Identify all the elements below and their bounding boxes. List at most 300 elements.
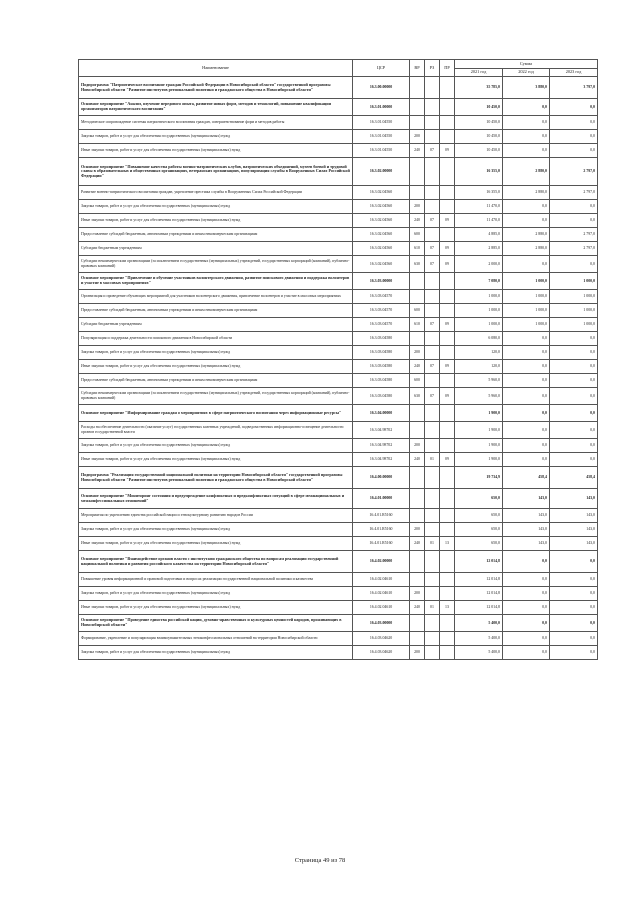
row-sum-2021: 11 470,0 [455, 214, 503, 228]
row-vr: 200 [410, 523, 425, 537]
row-sum-2023: 0,0 [550, 374, 598, 388]
row-csr: 16.3.03.04570 [353, 290, 410, 304]
row-vr: 200 [410, 346, 425, 360]
row-csr: 16.3.03.04580 [353, 374, 410, 388]
table-row [79, 256, 598, 273]
row-vr: 240 [410, 360, 425, 374]
row-sum-2022: 1 000,0 [503, 318, 550, 332]
row-sum-2023: 0,0 [550, 214, 598, 228]
row-name: Иные закупки товаров, работ и услуг для обеспечения государственных (муниципальных) нужд [79, 214, 353, 228]
row-rz [425, 405, 440, 422]
row-pr: 09 [440, 453, 455, 467]
table-row [79, 573, 598, 587]
row-sum-2023: 0,0 [550, 144, 598, 158]
row-rz: 07 [425, 214, 440, 228]
row-sum-2023: 0,0 [550, 601, 598, 615]
row-name: Подпрограмма "Патриотическое воспитание граждан Российской Федерации в Новосибирской области" государственной программы Новосибирской области "Развитие институтов региональной политики и гражданского общества в Новосибирской области" [79, 77, 353, 99]
row-vr: 600 [410, 304, 425, 318]
row-sum-2021: 5 400,0 [455, 632, 503, 646]
table-row [79, 422, 598, 439]
row-sum-2022: 0,0 [503, 646, 550, 660]
row-vr [410, 116, 425, 130]
row-pr [440, 615, 455, 632]
row-rz [425, 158, 440, 186]
row-sum-2023: 0,0 [550, 439, 598, 453]
row-sum-2021: 10 450,0 [455, 116, 503, 130]
row-csr: 16.3.02.04560 [353, 200, 410, 214]
table-row [79, 200, 598, 214]
row-rz [425, 523, 440, 537]
row-sum-2022: 1 000,0 [503, 290, 550, 304]
row-sum-2021: 10 450,0 [455, 130, 503, 144]
row-sum-2022: 0,0 [503, 116, 550, 130]
row-csr: 16.3.01.00000 [353, 99, 410, 116]
row-csr: 16.3.03.04580 [353, 360, 410, 374]
row-csr: 16.4.01.R5160 [353, 537, 410, 551]
row-pr [440, 332, 455, 346]
row-sum-2021: 12 014,8 [455, 573, 503, 587]
row-name: Организация и проведение обучающих мероприятий для участников волонтерского движения, привлечение волонтеров и участие в массовых мероприятиях [79, 290, 353, 304]
row-rz [425, 489, 440, 509]
row-sum-2022: 0,0 [503, 332, 550, 346]
row-sum-2022: 0,0 [503, 200, 550, 214]
row-name: Предоставление субсидий бюджетным, автономным учреждениям и иным некоммерческим организациям [79, 374, 353, 388]
table-row [79, 646, 598, 660]
row-rz [425, 116, 440, 130]
table-row [79, 489, 598, 509]
row-sum-2021: 1 000,0 [455, 304, 503, 318]
header-year-2022: 2022 год [503, 69, 550, 77]
row-name: Закупка товаров, работ и услуг для обеспечения государственных (муниципальных) нужд [79, 523, 353, 537]
row-pr [440, 405, 455, 422]
row-sum-2021: 6 080,0 [455, 332, 503, 346]
row-name: Основное мероприятие "Мониторинг состояния и предупреждение конфликтных и предконфликтных ситуаций в сфере межнациональных и межконфессиональных отношений" [79, 489, 353, 509]
row-sum-2021: 10 450,0 [455, 144, 503, 158]
table-row [79, 467, 598, 489]
header-rz: РЗ [425, 60, 440, 77]
table-row [79, 439, 598, 453]
row-csr: 16.3.02.00000 [353, 158, 410, 186]
row-sum-2021: 120,0 [455, 346, 503, 360]
table-row [79, 523, 598, 537]
row-vr [410, 405, 425, 422]
row-sum-2023: 0,0 [550, 256, 598, 273]
table-row [79, 130, 598, 144]
row-csr: 16.3.02.04560 [353, 228, 410, 242]
row-sum-2022: 0,0 [503, 573, 550, 587]
row-sum-2022: 0,0 [503, 99, 550, 116]
row-pr [440, 116, 455, 130]
row-pr [440, 509, 455, 523]
row-vr: 240 [410, 214, 425, 228]
row-name: Иные закупки товаров, работ и услуг для обеспечения государственных (муниципальных) нужд [79, 537, 353, 551]
row-pr [440, 646, 455, 660]
row-sum-2022: 143,0 [503, 489, 550, 509]
row-sum-2021: 1 900,0 [455, 453, 503, 467]
row-sum-2023: 3 797,0 [550, 77, 598, 99]
row-rz [425, 200, 440, 214]
row-csr: 16.4.03.04620 [353, 632, 410, 646]
row-sum-2023: 0,0 [550, 615, 598, 632]
row-csr: 16.3.02.04560 [353, 242, 410, 256]
row-sum-2021: 16 355,0 [455, 158, 503, 186]
row-vr [410, 615, 425, 632]
row-vr [410, 551, 425, 573]
row-name: Популяризация и поддержка деятельности поискового движения в Новосибирской области [79, 332, 353, 346]
row-csr: 16.3.02.04560 [353, 256, 410, 273]
row-sum-2021: 35 785,0 [455, 77, 503, 99]
row-sum-2023: 0,0 [550, 422, 598, 439]
row-csr: 16.3.04.00000 [353, 405, 410, 422]
row-vr [410, 573, 425, 587]
row-sum-2023: 2 797,0 [550, 228, 598, 242]
row-vr [410, 158, 425, 186]
row-csr: 16.3.00.00000 [353, 77, 410, 99]
row-pr: 09 [440, 256, 455, 273]
row-sum-2023: 0,0 [550, 587, 598, 601]
row-name: Формирование, укрепление и популяризация взаимоуважительных этноконфессиональных отношений на территории Новосибирской области [79, 632, 353, 646]
row-sum-2021: 5 960,0 [455, 374, 503, 388]
row-sum-2022: 0,0 [503, 422, 550, 439]
row-name: Субсидии бюджетным учреждениям [79, 318, 353, 332]
row-vr [410, 632, 425, 646]
row-sum-2021: 12 014,8 [455, 601, 503, 615]
row-name: Субсидии бюджетным учреждениям [79, 242, 353, 256]
budget-table-page [78, 59, 597, 660]
row-pr: 13 [440, 601, 455, 615]
row-sum-2022: 0,0 [503, 346, 550, 360]
row-csr: 16.4.00.00000 [353, 467, 410, 489]
row-vr [410, 186, 425, 200]
row-sum-2023: 1 000,0 [550, 304, 598, 318]
row-sum-2021: 5 960,0 [455, 388, 503, 405]
row-vr [410, 290, 425, 304]
row-csr: 16.3.03.04570 [353, 304, 410, 318]
row-rz: 07 [425, 388, 440, 405]
table-row [79, 186, 598, 200]
row-rz [425, 374, 440, 388]
table-row [79, 242, 598, 256]
table-row [79, 405, 598, 422]
row-rz: 01 [425, 537, 440, 551]
table-row [79, 374, 598, 388]
row-sum-2022: 2 880,0 [503, 242, 550, 256]
row-pr [440, 186, 455, 200]
row-rz: 01 [425, 601, 440, 615]
row-vr: 200 [410, 439, 425, 453]
row-sum-2022: 0,0 [503, 615, 550, 632]
row-rz [425, 509, 440, 523]
row-sum-2023: 0,0 [550, 99, 598, 116]
row-name: Субсидии некоммерческим организациям (за исключением государственных (муниципальных) учреждений, государственных корпораций (компаний), публично-правовых компаний) [79, 256, 353, 273]
row-sum-2022: 0,0 [503, 405, 550, 422]
row-name: Иные закупки товаров, работ и услуг для обеспечения государственных (муниципальных) нужд [79, 453, 353, 467]
table-row [79, 144, 598, 158]
row-rz [425, 332, 440, 346]
row-csr: 16.3.04.98702 [353, 453, 410, 467]
row-vr [410, 489, 425, 509]
row-sum-2022: 143,0 [503, 537, 550, 551]
table-row [79, 318, 598, 332]
row-sum-2022: 0,0 [503, 360, 550, 374]
row-name: Предоставление субсидий бюджетным, автономным учреждениям и иным некоммерческим организациям [79, 228, 353, 242]
row-sum-2021: 650,0 [455, 537, 503, 551]
row-sum-2021: 650,0 [455, 509, 503, 523]
page-number: Страница 49 из 78 [294, 857, 346, 864]
row-vr: 610 [410, 318, 425, 332]
row-vr: 240 [410, 144, 425, 158]
row-sum-2023: 2 797,0 [550, 242, 598, 256]
row-rz: 01 [425, 453, 440, 467]
row-rz [425, 228, 440, 242]
row-sum-2023: 0,0 [550, 453, 598, 467]
row-sum-2023: 0,0 [550, 116, 598, 130]
row-name: Повышение уровня информационной и правовой подготовки и вопросах реализации государственной национальной политики и казачества [79, 573, 353, 587]
row-sum-2021: 1 000,0 [455, 318, 503, 332]
row-vr: 600 [410, 374, 425, 388]
row-sum-2023: 0,0 [550, 360, 598, 374]
table-row [79, 158, 598, 186]
row-sum-2021: 650,0 [455, 489, 503, 509]
row-csr: 16.4.01.R5160 [353, 509, 410, 523]
row-sum-2022: 0,0 [503, 632, 550, 646]
row-sum-2022: 0,0 [503, 144, 550, 158]
row-name: Иные закупки товаров, работ и услуг для обеспечения государственных (муниципальных) нужд [79, 601, 353, 615]
row-csr: 16.4.01.R5160 [353, 523, 410, 537]
row-sum-2022: 0,0 [503, 439, 550, 453]
row-sum-2022: 1 000,0 [503, 273, 550, 290]
row-sum-2021: 2 885,0 [455, 242, 503, 256]
row-vr: 240 [410, 453, 425, 467]
row-pr [440, 200, 455, 214]
row-sum-2023: 0,0 [550, 646, 598, 660]
row-pr [440, 346, 455, 360]
row-sum-2023: 0,0 [550, 200, 598, 214]
row-sum-2022: 0,0 [503, 130, 550, 144]
table-row [79, 77, 598, 99]
row-sum-2022: 3 880,0 [503, 77, 550, 99]
row-rz [425, 77, 440, 99]
row-pr [440, 228, 455, 242]
row-csr: 16.3.02.04560 [353, 214, 410, 228]
row-sum-2022: 143,0 [503, 523, 550, 537]
row-sum-2022: 1 000,0 [503, 304, 550, 318]
row-rz [425, 290, 440, 304]
row-pr [440, 439, 455, 453]
row-rz [425, 467, 440, 489]
row-sum-2023: 2 797,0 [550, 158, 598, 186]
row-sum-2021: 120,0 [455, 360, 503, 374]
row-vr: 200 [410, 130, 425, 144]
row-pr [440, 374, 455, 388]
row-vr [410, 77, 425, 99]
row-rz [425, 186, 440, 200]
row-name: Основное мероприятие "Привлечение и обучение участников волонтерского движения, развитие поискового движения и поддержка волонтеров и участие в массовых мероприятиях" [79, 273, 353, 290]
row-sum-2021: 1 000,0 [455, 290, 503, 304]
row-csr: 16.3.04.98702 [353, 439, 410, 453]
row-name: Мероприятия по укреплению единства российской нации и этнокультурному развитию народов России [79, 509, 353, 523]
row-vr: 200 [410, 587, 425, 601]
table-row [79, 551, 598, 573]
row-sum-2022: 0,0 [503, 256, 550, 273]
row-rz [425, 587, 440, 601]
table-row [79, 537, 598, 551]
row-rz: 07 [425, 318, 440, 332]
row-name: Основное мероприятие "Анализ, изучение передового опыта, развитие новых форм, методов и технологий, повышение квалификации организаторов патриотического воспитания" [79, 99, 353, 116]
row-csr: 16.3.03.04580 [353, 332, 410, 346]
row-name: Методическое сопровождение системы патриотического воспитания граждан, совершенствование форм и методов работы [79, 116, 353, 130]
row-vr [410, 99, 425, 116]
row-sum-2023: 0,0 [550, 551, 598, 573]
row-vr: 630 [410, 256, 425, 273]
table-row [79, 290, 598, 304]
row-pr: 09 [440, 360, 455, 374]
row-csr: 16.3.03.04580 [353, 346, 410, 360]
row-pr [440, 99, 455, 116]
row-name: Закупка товаров, работ и услуг для обеспечения государственных (муниципальных) нужд [79, 439, 353, 453]
table-row [79, 509, 598, 523]
row-rz [425, 304, 440, 318]
row-sum-2022: 0,0 [503, 214, 550, 228]
row-sum-2021: 7 080,0 [455, 273, 503, 290]
row-vr: 240 [410, 537, 425, 551]
row-sum-2023: 143,0 [550, 523, 598, 537]
row-pr: 13 [440, 537, 455, 551]
row-name: Основное мероприятие "Повышение качества работы военно-патриотических клубов, патриотических объединений, музеев боевой и трудовой славы в образовательных и общественных организациях, ветеранских организациях, популяризация службы в Вооруженных Силах Российской Федерации" [79, 158, 353, 186]
row-name: Субсидии некоммерческим организациям (за исключением государственных (муниципальных) учреждений, государственных корпораций (компаний), публично-правовых компаний) [79, 388, 353, 405]
row-sum-2022: 143,0 [503, 509, 550, 523]
table-row [79, 632, 598, 646]
row-rz [425, 99, 440, 116]
header-sum: Сумма [455, 60, 598, 69]
row-sum-2022: 0,0 [503, 601, 550, 615]
row-sum-2023: 143,0 [550, 489, 598, 509]
budget-table [78, 59, 598, 660]
row-rz [425, 615, 440, 632]
row-vr [410, 422, 425, 439]
row-csr: 16.4.03.04620 [353, 646, 410, 660]
row-rz [425, 551, 440, 573]
table-row [79, 99, 598, 116]
row-pr [440, 273, 455, 290]
table-row [79, 615, 598, 632]
row-rz [425, 439, 440, 453]
row-sum-2021: 1 900,0 [455, 439, 503, 453]
row-sum-2021: 2 000,0 [455, 256, 503, 273]
row-name: Закупка товаров, работ и услуг для обеспечения государственных (муниципальных) нужд [79, 646, 353, 660]
row-csr: 16.3.01.04550 [353, 144, 410, 158]
table-row [79, 116, 598, 130]
row-sum-2021: 4 885,0 [455, 228, 503, 242]
row-rz [425, 422, 440, 439]
row-pr [440, 130, 455, 144]
row-csr: 16.4.01.00000 [353, 489, 410, 509]
row-rz: 07 [425, 242, 440, 256]
row-csr: 16.3.04.98702 [353, 422, 410, 439]
row-sum-2021: 16 355,0 [455, 186, 503, 200]
row-sum-2023: 1 000,0 [550, 290, 598, 304]
row-pr [440, 304, 455, 318]
row-sum-2022: 0,0 [503, 587, 550, 601]
row-csr: 16.3.03.00000 [353, 273, 410, 290]
row-name: Закупка товаров, работ и услуг для обеспечения государственных (муниципальных) нужд [79, 200, 353, 214]
row-sum-2021: 11 470,0 [455, 200, 503, 214]
row-name: Расходы на обеспечение деятельности (оказание услуг) государственных казенных учреждений, подведомственных информационно-освещение деятельности органов государственной власти [79, 422, 353, 439]
row-vr: 200 [410, 200, 425, 214]
row-sum-2023: 1 000,0 [550, 318, 598, 332]
row-name: Предоставление субсидий бюджетным, автономным учреждениям и иным некоммерческим организациям [79, 304, 353, 318]
row-name: Иные закупки товаров, работ и услуг для обеспечения государственных (муниципальных) нужд [79, 360, 353, 374]
header-name: Наименование [79, 60, 353, 77]
row-rz [425, 573, 440, 587]
row-csr: 16.3.03.04570 [353, 318, 410, 332]
row-rz [425, 646, 440, 660]
row-sum-2023: 2 797,0 [550, 186, 598, 200]
row-sum-2023: 143,0 [550, 509, 598, 523]
row-sum-2023: 458,4 [550, 467, 598, 489]
row-sum-2023: 1 000,0 [550, 273, 598, 290]
row-sum-2021: 12 014,8 [455, 587, 503, 601]
row-vr [410, 332, 425, 346]
row-csr: 16.3.01.04550 [353, 130, 410, 144]
row-sum-2023: 0,0 [550, 388, 598, 405]
table-row [79, 273, 598, 290]
table-row [79, 346, 598, 360]
row-vr: 600 [410, 228, 425, 242]
header-pr: ПР [440, 60, 455, 77]
row-sum-2021: 1 900,0 [455, 422, 503, 439]
row-rz [425, 273, 440, 290]
row-name: Закупка товаров, работ и услуг для обеспечения государственных (муниципальных) нужд [79, 130, 353, 144]
row-sum-2023: 0,0 [550, 632, 598, 646]
row-pr [440, 573, 455, 587]
row-pr [440, 587, 455, 601]
row-sum-2023: 0,0 [550, 573, 598, 587]
row-csr: 16.4.02.04610 [353, 573, 410, 587]
row-sum-2021: 19 734,9 [455, 467, 503, 489]
row-vr: 610 [410, 242, 425, 256]
row-csr: 16.4.03.00000 [353, 615, 410, 632]
row-pr: 09 [440, 318, 455, 332]
row-rz: 07 [425, 144, 440, 158]
row-rz: 07 [425, 256, 440, 273]
row-pr [440, 77, 455, 99]
row-pr [440, 489, 455, 509]
row-sum-2021: 12 014,8 [455, 551, 503, 573]
row-sum-2021: 1 900,0 [455, 405, 503, 422]
table-row [79, 453, 598, 467]
row-sum-2023: 0,0 [550, 405, 598, 422]
row-vr [410, 273, 425, 290]
row-csr: 16.4.02.04610 [353, 601, 410, 615]
row-name: Основное мероприятие "Взаимодействие органов власти с институтами гражданского общества по вопросам реализации государственной национальной политики и развития российского казачества на территории Новосибирской области" [79, 551, 353, 573]
header-csr: ЦСР [353, 60, 410, 77]
row-name: Основное мероприятие "Информирование граждан о мероприятиях в сфере патриотического воспитания через информационные ресурсы" [79, 405, 353, 422]
table-row [79, 587, 598, 601]
row-rz [425, 632, 440, 646]
row-vr [410, 509, 425, 523]
row-rz: 07 [425, 360, 440, 374]
row-name: Иные закупки товаров, работ и услуг для обеспечения государственных (муниципальных) нужд [79, 144, 353, 158]
row-vr [410, 467, 425, 489]
row-pr [440, 290, 455, 304]
row-name: Развитие военно-патриотического воспитания граждан, укрепление престижа службы в Вооруженных Силах Российской Федерации [79, 186, 353, 200]
row-csr: 16.3.01.04550 [353, 116, 410, 130]
header-vr: ВР [410, 60, 425, 77]
row-csr: 16.4.02.00000 [353, 551, 410, 573]
row-csr: 16.3.02.04560 [353, 186, 410, 200]
row-sum-2022: 2 880,0 [503, 228, 550, 242]
